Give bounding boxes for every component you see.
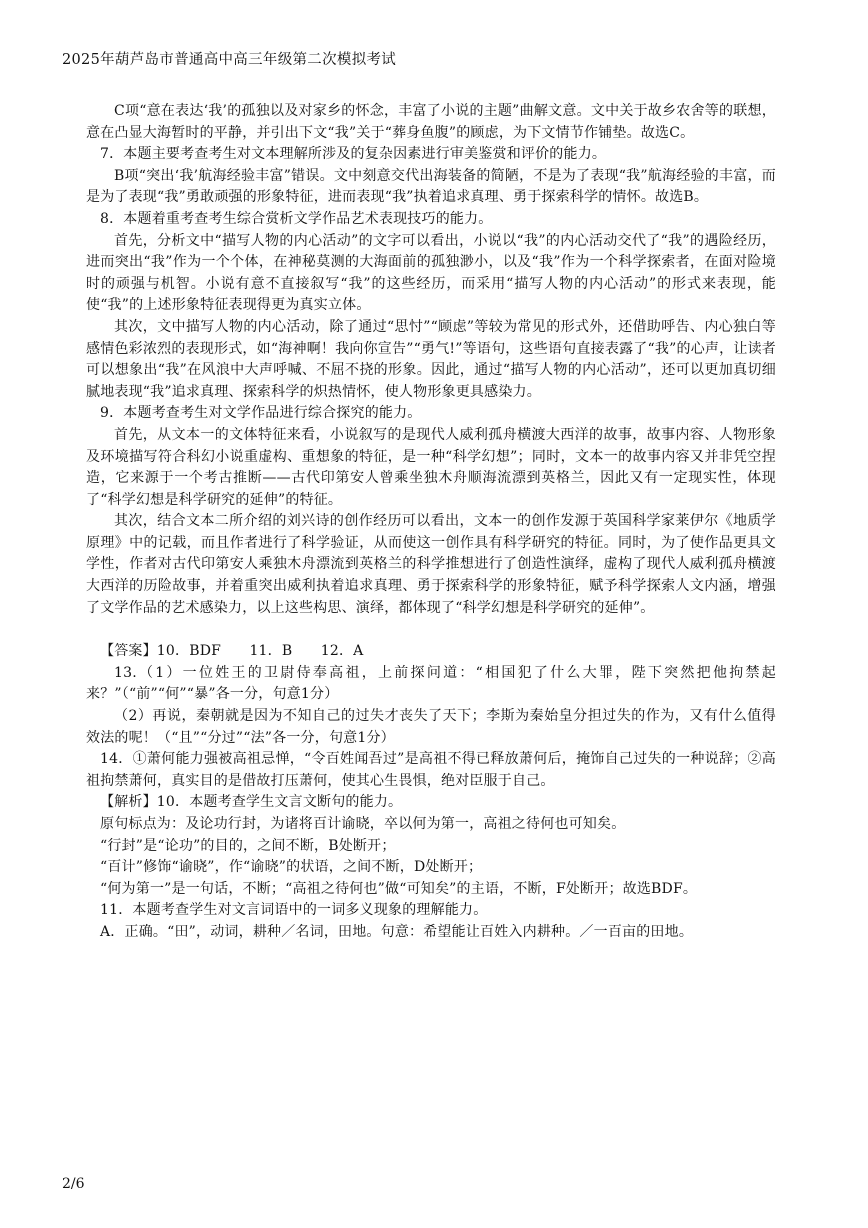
page-number: 2/6 — [62, 1176, 85, 1192]
question-heading: 11．本题考查学生对文言词语中的一词多义现象的理解能力。 — [100, 902, 488, 919]
answer-key: 【答案】10．BDF 11．B 12．A — [100, 643, 364, 660]
paragraph: A．正确。“田”，动词，耕种／名词，田地。句意：希望能让百姓入内耕种。／一百亩的田地。 — [100, 923, 694, 940]
question-heading: 7．本题主要考查考生对文本理解所涉及的复杂因素进行审美鉴赏和评价的能力。 — [100, 146, 607, 163]
paragraph: 其次，结合文本二所介绍的刘兴诗的创作经历可以看出，文本一的创作发源于英国科学家莱伊尔《地质学原理》中的记载，而且作者进行了科学验证，从而使这一创作具有科学研究的特征。同时，为了使作品更具文学性，作者对古代印第安人乘独木舟漂流到英格兰的科学推想进行了创造性演绎，虚构了现代人威利孤舟横渡大西洋的历险故事，并着重突出威利执着追求真理、勇于探索科学的形象特征，赋予科学探索人文内涵，增强了文学作品的艺术感染力，以上这些构思、演绎，都体现了“科学幻想是科学研究的延伸”。 — [86, 513, 776, 616]
paragraph: “百计”修饰“谕晓”，作“谕晓”的状语，之间不断，D处断开； — [100, 859, 483, 876]
analysis-heading: 【解析】10．本题考查学生文言文断句的能力。 — [100, 794, 403, 811]
paragraph: 首先，从文本一的文体特征来看，小说叙写的是现代人威利孤舟横渡大西洋的故事，故事内容、人物形象及环境描写符合科幻小说重虚构、重想象的特征，是一种“科学幻想”；同时，文本一的故事内容又并非凭空捏造，它来源于一个考古推断——古代印第安人曾乘坐独木舟顺海流漂到英格兰，因此又有一定现实性，体现了“科学幻想是科学研究的延伸”的特征。 — [86, 426, 776, 508]
question-heading: 8．本题着重考查考生综合赏析文学作品艺术表现技巧的能力。 — [100, 210, 493, 227]
paragraph: C项“意在表达‘我’的孤独以及对家乡的怀念，丰富了小说的主题”曲解文意。文中关于故乡农舍等的联想，意在凸显大海暂时的平静，并引出下文“我”关于“葬身鱼腹”的顾虑，为下文情节作铺垫。故选C。 — [86, 103, 776, 141]
paragraph: “何为第一”是一句话，不断；“高祖之待何也”做“可知矣”的主语，不断，F处断开；故选BDF。 — [100, 880, 698, 897]
question-heading: 9．本题考查考生对文学作品进行综合探究的能力。 — [100, 405, 422, 422]
paragraph: “行封”是“论功”的目的，之间不断，B处断开； — [100, 837, 396, 854]
paragraph: 原句标点为：及论功行封，为诸将百计谕晓，卒以何为第一，高祖之待何也可知矣。 — [100, 816, 626, 832]
answer-content — [86, 101, 776, 944]
paragraph: B项“突出‘我’航海经验丰富”错误。文中刻意交代出海装备的简陋，不是为了表现“我”航海经验的丰富，而是为了表现“我”勇敢顽强的形象特征，进而表现“我”执着追求真理、勇于探索科学的情怀。故选B。 — [86, 167, 776, 206]
paragraph: 14．①萧何能力强被高祖忌惮，“令百姓闻吾过”是高祖不得已释放萧何后，掩饰自己过失的一种说辞；②高祖拘禁萧何，真实目的是借故打压萧何，使其心生畏惧，绝对臣服于自己。 — [86, 751, 776, 789]
exam-header: 2025年葫芦岛市普通高中高三年级第二次模拟考试 — [62, 52, 397, 68]
paragraph: （2）再说，秦朝就是因为不知自己的过失才丧失了天下；李斯为秦始皇分担过失的作为，又有什么值得效法的呢！（“且”“分过”“法”各一分，句意1分） — [86, 708, 776, 746]
paragraph: 首先，分析文中“描写人物的内心活动”的文字可以看出，小说以“我”的内心活动交代了“我”的遇险经历，进而突出“我”作为一个个体，在神秘莫测的大海面前的孤独渺小，以及“我”作为一个科学探索者，在面对险境时的顽强与机智。小说有意不直接叙写“我”的这些经历，而采用“描写人物的内心活动”的形式来表现，能使“我”的上述形象特征表现得更为真实立体。 — [86, 232, 776, 314]
paragraph: 13.（1）一位姓王的卫尉侍奉高祖，上前探问道：“相国犯了什么大罪，陛下突然把他拘禁起来？”（“前”“何”“暴”各一分，句意1分） — [86, 664, 776, 703]
paragraph: 其次，文中描写人物的内心活动，除了通过“思忖”“顾虑”等较为常见的形式外，还借助呼告、内心独白等感情色彩浓烈的表现形式，如“海神啊！我向你宣告”“勇气!”等语句，这些语句直接表露了“我”的心声，让读者可以想象出“我”在风浪中大声呼喊、不屈不挠的形象。因此，通过“描写人物的内心活动”，还可以更加真切细腻地表现“我”追求真理、探索科学的炽热情怀，使人物形象更具感染力。 — [86, 318, 776, 400]
